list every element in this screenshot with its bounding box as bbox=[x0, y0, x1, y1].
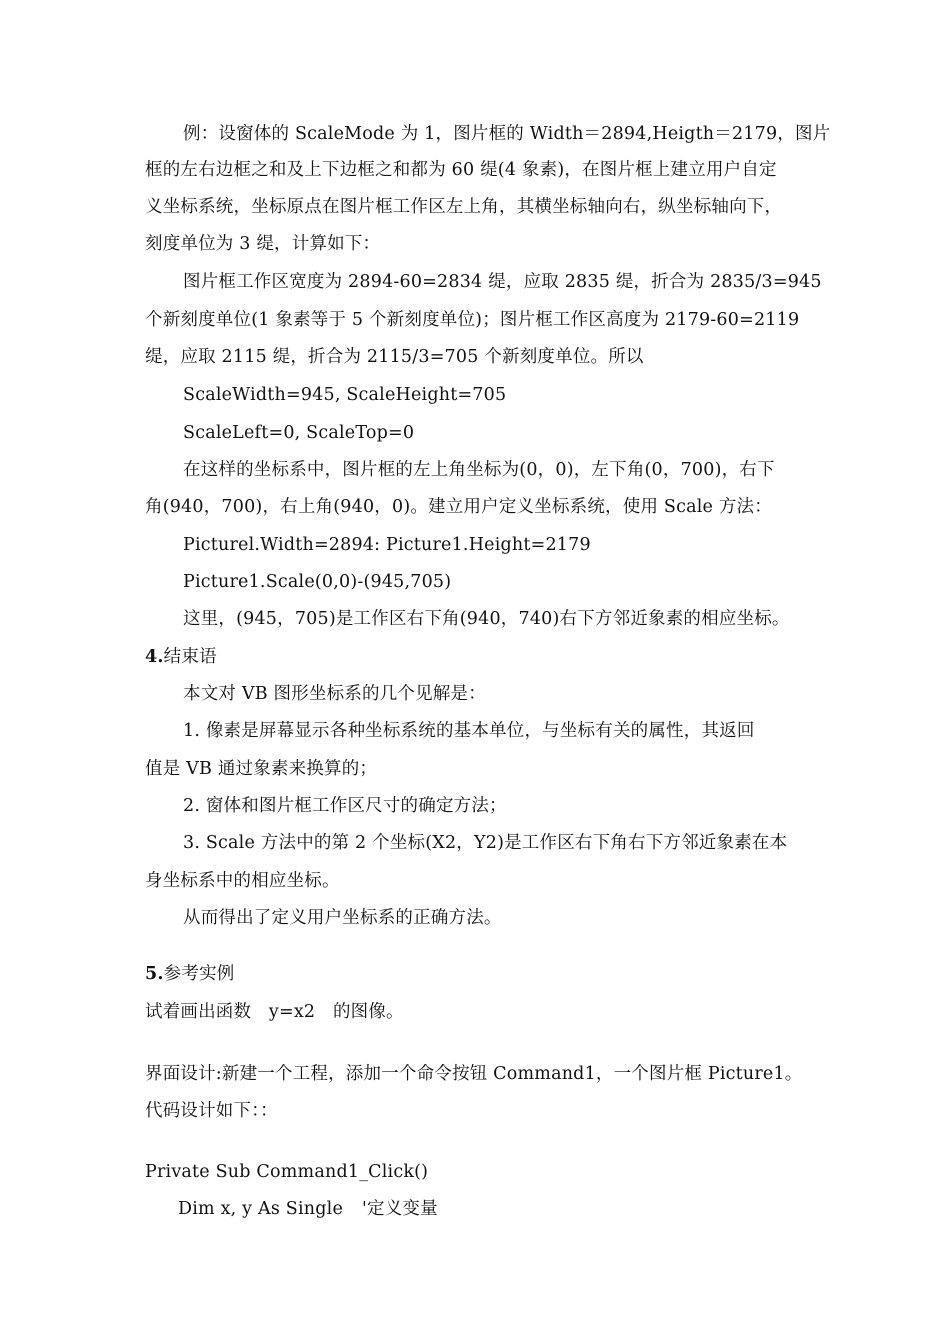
code-line-2: Dim x, y As Single bbox=[178, 1199, 344, 1219]
section-4-number: 4. bbox=[145, 647, 164, 667]
task-line: 试着画出函数 y=x2 的图像。 bbox=[145, 1002, 404, 1022]
coords-p-line-2: 角(940，700)，右上角(940，0)。建立用户定义坐标系统，使用 Scale 方法： bbox=[145, 497, 772, 517]
scale-width-line: ScaleWidth=945, ScaleHeight=705 bbox=[183, 385, 507, 405]
point-1-line-1: 1. 像素是屏幕显示各种坐标系统的基本单位，与坐标有关的属性，其返回 bbox=[183, 721, 755, 741]
coords-p-line-1: 在这样的坐标系中，图片框的左上角坐标为(0，0)，左下角(0，700)，右下 bbox=[183, 460, 775, 480]
code-line-2-comment: '定义变量 bbox=[362, 1199, 438, 1219]
section-5-heading bbox=[145, 962, 234, 986]
example-p2-line-3: 缇，应取 2115 缇，折合为 2115/3=705 个新刻度单位。所以 bbox=[145, 347, 644, 367]
section-4-heading bbox=[145, 645, 217, 669]
picture-size-line: Picturel.Width=2894: Picture1.Height=2179 bbox=[183, 535, 591, 555]
code-design-line: 代码设计如下：： bbox=[145, 1101, 278, 1121]
point-3-line-2: 身坐标系中的相应坐标。 bbox=[145, 871, 340, 891]
example-p1-line-2: 框的左右边框之和及上下边框之和都为 60 缇(4 象素)，在图片框上建立用户自定 bbox=[145, 160, 777, 180]
example-p1-line-3: 义坐标系统，坐标原点在图片框工作区左上角，其横坐标轴向右，纵坐标轴向下， bbox=[145, 197, 783, 217]
code-line-1: Private Sub Command1_Click() bbox=[145, 1162, 429, 1182]
ui-design-line: 界面设计:新建一个工程，添加一个命令按钮 Command1，一个图片框 Picture1。 bbox=[145, 1064, 803, 1084]
example-p2-line-2: 个新刻度单位(1 象素等于 5 个新刻度单位)；图片框工作区高度为 2179-60=2119 bbox=[145, 310, 800, 330]
conclusion: 从而得出了定义用户坐标系的正确方法。 bbox=[183, 908, 502, 928]
scale-left-line: ScaleLeft=0, ScaleTop=0 bbox=[183, 423, 415, 443]
point-2: 2. 窗体和图片框工作区尺寸的确定方法； bbox=[183, 796, 507, 816]
example-p1-line-4: 刻度单位为 3 缇，计算如下： bbox=[145, 234, 381, 254]
example-p2-line-1: 图片框工作区宽度为 2894-60=2834 缇，应取 2835 缇，折合为 2835/3=945 bbox=[183, 272, 822, 292]
example-p1-line-1: 例：设窗体的 ScaleMode 为 1，图片框的 Width＝2894,Heigth＝2179，图片 bbox=[183, 124, 831, 144]
point-3-line-1: 3. Scale 方法中的第 2 个坐标(X2，Y2)是工作区右下角右下方邻近象素在本 bbox=[183, 833, 788, 853]
point-1-line-2: 值是 VB 通过象素来换算的； bbox=[145, 759, 378, 779]
section-4-intro: 本文对 VB 图形坐标系的几个见解是： bbox=[183, 684, 486, 704]
section-5-number: 5. bbox=[145, 964, 164, 984]
section-4-title: 结束语 bbox=[163, 647, 217, 667]
explain-line: 这里，(945，705)是工作区右下角(940，740)右下方邻近象素的相应坐标。 bbox=[183, 609, 790, 629]
picture-scale-line: Picture1.Scale(0,0)-(945,705) bbox=[183, 572, 452, 592]
section-5-title: 参考实例 bbox=[163, 964, 235, 984]
